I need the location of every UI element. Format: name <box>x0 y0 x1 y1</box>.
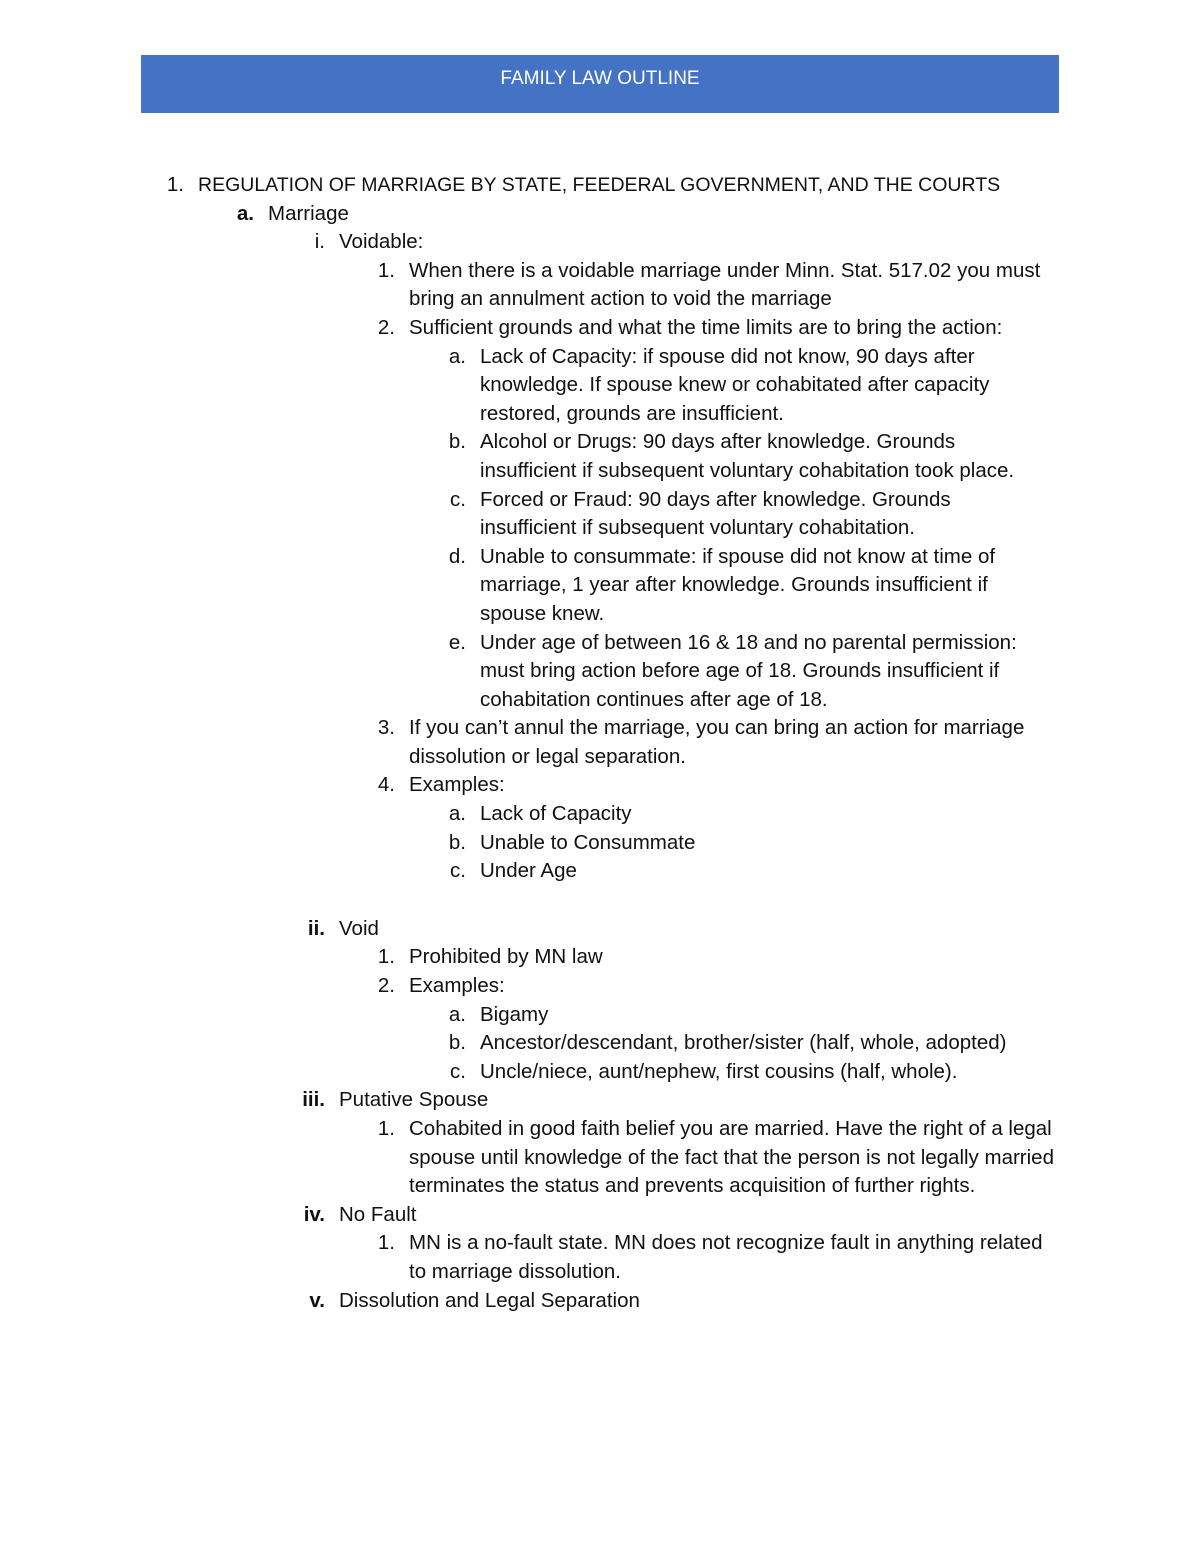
outline-heading-1 <box>0 171 1200 200</box>
list-marker: c. <box>450 1059 466 1083</box>
list-marker: 1. <box>377 945 395 969</box>
item-text: Under Age <box>480 859 577 883</box>
list-item <box>0 714 1200 771</box>
list-marker: 2. <box>377 315 395 339</box>
list-item <box>0 771 1200 800</box>
list-marker: a. <box>448 344 466 368</box>
list-marker: v. <box>309 1288 325 1312</box>
list-item <box>0 486 1200 543</box>
list-item <box>0 1058 1200 1087</box>
blank-line <box>0 886 1200 915</box>
item-text: Void <box>339 916 379 940</box>
list-item <box>0 829 1200 858</box>
item-text: If you can’t annul the marriage, you can bring an action for marriage dissolution or legal separation. <box>409 716 1025 768</box>
list-item <box>0 314 1200 343</box>
list-item <box>0 257 1200 314</box>
outline-item-voidable <box>0 228 1200 257</box>
list-item <box>0 943 1200 972</box>
item-text: Dissolution and Legal Separation <box>339 1288 640 1312</box>
item-text: Unable to Consummate <box>480 830 696 854</box>
item-text: Alcohol or Drugs: 90 days after knowledge. Grounds insufficient if subsequent voluntary cohabitation took place. <box>480 430 1015 482</box>
list-marker: 2. <box>377 974 395 998</box>
item-text: Putative Spouse <box>339 1088 489 1112</box>
list-marker: a. <box>448 802 466 826</box>
outline-item-void <box>0 915 1200 944</box>
list-item <box>0 428 1200 485</box>
outline-item-putative-spouse <box>0 1086 1200 1115</box>
outline-body <box>0 171 1200 1315</box>
item-text: MN is a no-fault state. MN does not recognize fault in anything related to marriage dissolution. <box>409 1231 1043 1283</box>
list-item <box>0 629 1200 715</box>
item-text: Cohabited in good faith belief you are married. Have the right of a legal spouse until knowledge of the fact that the person is not legally married terminates the status and prevents acquisition of further rights. <box>409 1117 1054 1198</box>
list-marker: b. <box>448 1031 466 1055</box>
item-text: Bigamy <box>480 1002 549 1026</box>
list-marker: b. <box>448 830 466 854</box>
item-text: Under age of between 16 & 18 and no parental permission: must bring action before age of 18. Grounds insufficient if cohabitation continues after age of 18. <box>480 630 1017 711</box>
list-marker: 1. <box>166 173 184 196</box>
list-marker: ii. <box>307 916 325 940</box>
item-text: Examples: <box>409 773 505 797</box>
item-text: Uncle/niece, aunt/nephew, first cousins (half, whole). <box>480 1059 958 1083</box>
outline-item-marriage <box>0 200 1200 229</box>
list-marker: i. <box>314 230 325 254</box>
item-text: Prohibited by MN law <box>409 945 603 969</box>
document-title: FAMILY LAW OUTLINE <box>500 68 700 89</box>
list-item <box>0 1001 1200 1030</box>
list-marker: b. <box>448 430 466 454</box>
list-item <box>0 1029 1200 1058</box>
list-marker: 3. <box>377 716 395 740</box>
item-text: Voidable: <box>339 230 424 254</box>
item-text: Unable to consummate: if spouse did not know at time of marriage, 1 year after knowledge. Grounds insufficient if spouse knew. <box>480 544 996 625</box>
list-item <box>0 972 1200 1001</box>
list-marker: d. <box>448 544 466 568</box>
item-text: Sufficient grounds and what the time limits are to bring the action: <box>409 315 1003 339</box>
list-item <box>0 543 1200 629</box>
heading-text: REGULATION OF MARRIAGE BY STATE, FEEDERAL GOVERNMENT, AND THE COURTS <box>198 174 1001 196</box>
item-text: No Fault <box>339 1202 417 1226</box>
list-marker: 1. <box>377 1117 395 1140</box>
item-text: Examples: <box>409 974 505 998</box>
list-marker: 1. <box>377 1231 395 1255</box>
list-marker: iv. <box>303 1202 325 1226</box>
item-text: Lack of Capacity: if spouse did not know, 90 days after knowledge. If spouse knew or cohabitated after capacity restored, grounds are insufficient. <box>480 344 990 425</box>
list-marker: a. <box>236 201 254 225</box>
list-marker: iii. <box>302 1088 325 1112</box>
list-marker: c. <box>450 487 466 511</box>
list-marker: e. <box>448 630 466 654</box>
list-marker: a. <box>448 1002 466 1026</box>
list-marker: 4. <box>377 773 395 797</box>
list-marker: 1. <box>377 258 395 282</box>
list-marker: c. <box>450 859 466 883</box>
document-title-banner <box>141 55 1059 113</box>
outline-item-dissolution <box>0 1287 1200 1316</box>
list-item <box>0 1115 1200 1201</box>
outline-item-no-fault <box>0 1201 1200 1230</box>
list-item <box>0 800 1200 829</box>
item-text: Ancestor/descendant, brother/sister (half, whole, adopted) <box>480 1031 1007 1055</box>
item-text: When there is a voidable marriage under Minn. Stat. 517.02 you must bring an annulment action to void the marriage <box>409 258 1041 311</box>
list-item <box>0 343 1200 429</box>
list-item <box>0 857 1200 886</box>
item-text: Marriage <box>268 201 349 225</box>
item-text: Lack of Capacity <box>480 802 632 826</box>
list-item <box>0 1229 1200 1286</box>
item-text: Forced or Fraud: 90 days after knowledge. Grounds insufficient if subsequent voluntary cohabitation. <box>480 487 951 540</box>
